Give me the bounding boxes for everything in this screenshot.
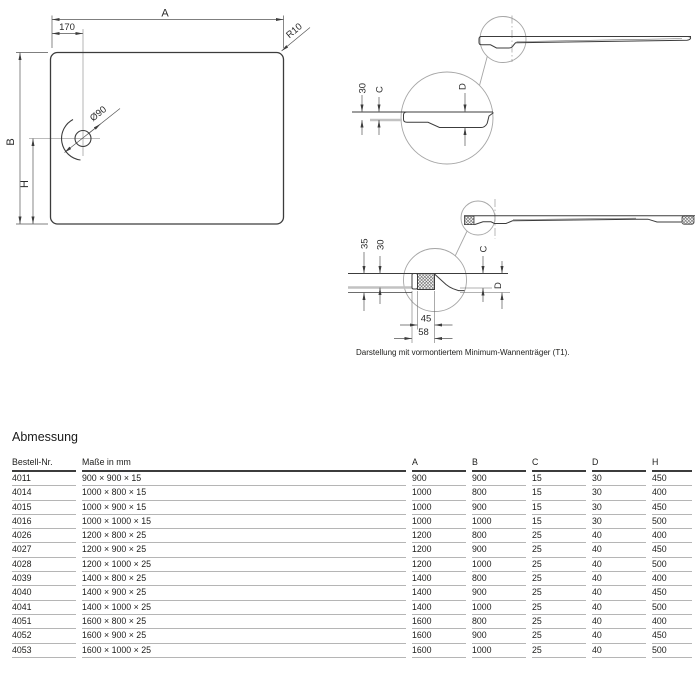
table-cell: 4053 [12, 644, 76, 658]
table-cell: 1400 × 900 × 25 [82, 586, 406, 600]
table-cell: 1000 × 900 × 15 [82, 501, 406, 515]
detail-edge-cap [412, 274, 418, 290]
table-cell: 25 [532, 529, 586, 543]
table-cell: 500 [652, 515, 692, 529]
table-cell: 25 [532, 644, 586, 658]
dim-label-carrier-30: 30 [375, 239, 387, 250]
dimension-table [6, 454, 698, 658]
table-cell: 800 [472, 615, 526, 629]
table-cell: 4028 [12, 558, 76, 572]
dim-label-h: H [19, 180, 31, 188]
table-cell: 900 [472, 586, 526, 600]
table-cell: 1400 × 800 × 25 [82, 572, 406, 586]
detail-plain-lip-profile [404, 112, 494, 128]
table-cell: 1400 [412, 601, 466, 615]
table-cell: 1400 [412, 572, 466, 586]
table-cell: 900 [472, 472, 526, 486]
table-row [12, 558, 692, 572]
carrier-blocks [412, 216, 694, 290]
dim-label-170: 170 [59, 22, 75, 33]
dim-label-drain: Ø90 [87, 104, 109, 124]
table-cell: 900 × 900 × 15 [82, 472, 406, 486]
dim-label-b: B [5, 138, 17, 146]
side-carrier-profile [475, 219, 682, 224]
table-row [12, 543, 692, 557]
col-header-c: C [532, 454, 586, 472]
table-cell: 900 [472, 501, 526, 515]
table-cell: 30 [592, 501, 646, 515]
tray-profiles [348, 37, 695, 293]
dim-label-plain-d: D [457, 83, 469, 90]
table-cell: 500 [652, 644, 692, 658]
table-cell: 1600 [412, 615, 466, 629]
drawing-caption: Darstellung mit vormontiertem Minimum-Wannenträger (T1). [356, 348, 570, 357]
table-cell: 30 [592, 472, 646, 486]
table-row [12, 629, 692, 643]
table-cell: 450 [652, 501, 692, 515]
detail-carrier-block [418, 274, 435, 290]
table-cell: 1200 × 1000 × 25 [82, 558, 406, 572]
table-cell: 1600 × 900 × 25 [82, 629, 406, 643]
plan-dimension-lines [16, 16, 310, 225]
col-header-d: D [592, 454, 646, 472]
table-cell: 40 [592, 529, 646, 543]
table-cell: 25 [532, 543, 586, 557]
table-cell: 800 [472, 529, 526, 543]
table-cell: 4026 [12, 529, 76, 543]
table-cell: 400 [652, 529, 692, 543]
table-cell: 900 [412, 472, 466, 486]
dimension-table-header [12, 454, 692, 472]
carrier-block-right [682, 216, 694, 224]
table-cell: 1600 × 800 × 25 [82, 615, 406, 629]
drain-cutout-arc [62, 120, 81, 161]
table-cell: 4011 [12, 472, 76, 486]
table-cell: 800 [472, 572, 526, 586]
table-cell: 1600 [412, 629, 466, 643]
table-cell: 1000 [472, 644, 526, 658]
carrier-block-left [465, 216, 475, 225]
dim-label-carrier-d: D [493, 282, 504, 289]
table-cell: 1200 [412, 543, 466, 557]
table-cell: 25 [532, 601, 586, 615]
table-row [12, 472, 692, 486]
table-cell: 500 [652, 601, 692, 615]
table-cell: 4027 [12, 543, 76, 557]
side-dimension-lines [359, 93, 502, 343]
table-cell: 1200 [412, 529, 466, 543]
col-header-a: A [412, 454, 466, 472]
table-cell: 900 [472, 543, 526, 557]
table-cell: 15 [532, 486, 586, 500]
table-cell: 1000 [472, 515, 526, 529]
table-cell: 40 [592, 572, 646, 586]
dim-label-carrier-c: C [478, 245, 490, 253]
table-row [12, 644, 692, 658]
col-header-masse: Maße in mm [82, 454, 406, 472]
table-row [12, 572, 692, 586]
table-cell: 4041 [12, 601, 76, 615]
table-cell: 4039 [12, 572, 76, 586]
table-cell: 800 [472, 486, 526, 500]
table-cell: 40 [592, 543, 646, 557]
table-cell: 4015 [12, 501, 76, 515]
table-cell: 40 [592, 644, 646, 658]
table-cell: 450 [652, 543, 692, 557]
table-cell: 40 [592, 586, 646, 600]
dim-label-58: 58 [418, 327, 429, 338]
table-cell: 1000 × 1000 × 15 [82, 515, 406, 529]
table-row [12, 529, 692, 543]
table-row [12, 486, 692, 500]
detail-view-circle-plain [401, 72, 493, 164]
table-cell: 1600 × 1000 × 25 [82, 644, 406, 658]
dim-label-45: 45 [420, 313, 432, 325]
table-cell: 1400 × 1000 × 25 [82, 601, 406, 615]
table-cell: 900 [472, 629, 526, 643]
table-row [12, 601, 692, 615]
side-view-drawings [340, 0, 700, 346]
table-cell: 1200 [412, 558, 466, 572]
dim-label-plain-30: 30 [357, 82, 369, 94]
table-cell: 40 [592, 601, 646, 615]
table-cell: 30 [592, 486, 646, 500]
table-row [12, 615, 692, 629]
dim-label-carrier-35: 35 [359, 238, 371, 249]
table-cell: 1000 [412, 486, 466, 500]
table-cell: 30 [592, 515, 646, 529]
table-cell: 450 [652, 472, 692, 486]
col-header-bestell-nr: Bestell-Nr. [12, 454, 76, 472]
table-cell: 4016 [12, 515, 76, 529]
table-row [12, 501, 692, 515]
table-cell: 25 [532, 629, 586, 643]
col-header-b: B [472, 454, 526, 472]
table-cell: 1000 × 800 × 15 [82, 486, 406, 500]
table-cell: 15 [532, 501, 586, 515]
detail-marker-circle-plain [480, 17, 526, 63]
table-cell: 1200 × 900 × 25 [82, 543, 406, 557]
table-row [12, 515, 692, 529]
table-cell: 450 [652, 629, 692, 643]
side-plain-profile [479, 37, 691, 49]
table-cell: 400 [652, 572, 692, 586]
table-cell: 1000 [472, 558, 526, 572]
table-cell: 1200 × 800 × 25 [82, 529, 406, 543]
table-cell: 25 [532, 615, 586, 629]
table-cell: 1000 [412, 515, 466, 529]
table-cell: 400 [652, 615, 692, 629]
table-cell: 1400 [412, 586, 466, 600]
dim-label-plain-c: C [374, 86, 386, 93]
table-row [12, 586, 692, 600]
table-cell: 15 [532, 515, 586, 529]
table-cell: 40 [592, 615, 646, 629]
table-cell: 40 [592, 629, 646, 643]
detail-circles [401, 16, 526, 312]
dim-label-a: A [161, 7, 169, 20]
table-cell: 400 [652, 486, 692, 500]
table-cell: 4040 [12, 586, 76, 600]
table-cell: 4014 [12, 486, 76, 500]
plan-view-drawing [0, 0, 340, 250]
table-cell: 500 [652, 558, 692, 572]
table-cell: 25 [532, 558, 586, 572]
dimension-table-body [12, 472, 692, 658]
dim-label-r10: R10 [284, 21, 305, 41]
table-cell: 4052 [12, 629, 76, 643]
table-cell: 1000 [472, 601, 526, 615]
table-cell: 25 [532, 586, 586, 600]
table-cell: 15 [532, 472, 586, 486]
table-cell: 1000 [412, 501, 466, 515]
table-cell: 450 [652, 586, 692, 600]
table-cell: 1600 [412, 644, 466, 658]
table-cell: 25 [532, 572, 586, 586]
section-title: Abmessung [12, 430, 79, 444]
table-cell: 40 [592, 558, 646, 572]
col-header-h: H [652, 454, 692, 472]
table-cell: 4051 [12, 615, 76, 629]
